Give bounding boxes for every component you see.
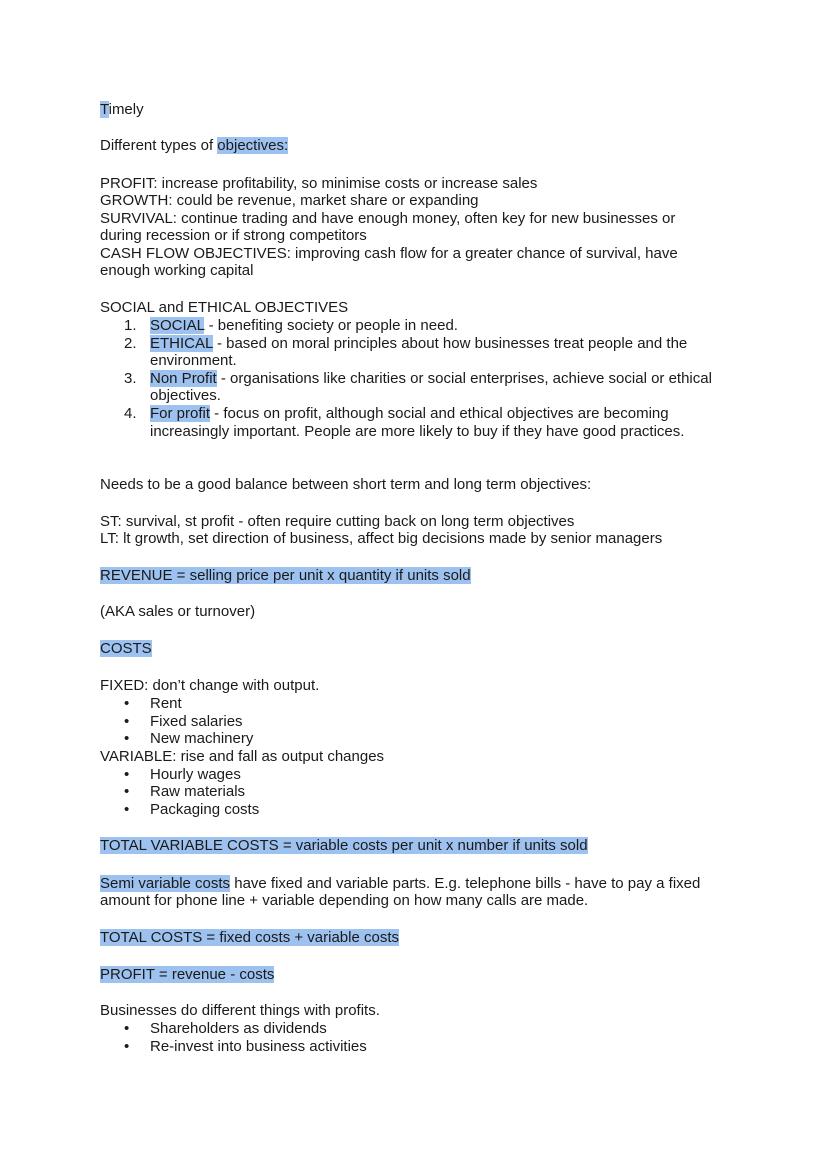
list-number: 3.: [124, 370, 137, 387]
list-number: 2.: [124, 335, 137, 352]
numbered-item: [150, 370, 712, 388]
total-costs-formula: [100, 929, 399, 947]
bullet-icon: •: [124, 783, 130, 800]
profits-use-line: Businesses do different things with profits.: [100, 1002, 380, 1019]
types-line: [100, 137, 288, 155]
fixed-heading: FIXED: don’t change with output.: [100, 677, 320, 694]
numbered-cont: increasingly important. People are more likely to buy if they have good practices.: [150, 423, 685, 440]
variable-heading: VARIABLE: rise and fall as output changes: [100, 748, 385, 765]
profit-formula-text: PROFIT = revenue - costs: [100, 966, 275, 983]
fixed-item: Rent: [150, 695, 182, 712]
bullet-icon: •: [124, 766, 130, 783]
numbered-term: SOCIAL: [150, 317, 205, 334]
numbered-rest: - focus on profit, although social and ethical objectives are becoming: [210, 405, 669, 422]
numbered-term: Non Profit: [150, 370, 217, 387]
profit-item: Re-invest into business activities: [150, 1038, 367, 1055]
revenue-formula: [100, 567, 471, 585]
numbered-cont: environment.: [150, 352, 237, 369]
objective-line: during recession or if strong competitors: [100, 227, 367, 244]
objective-line: SURVIVAL: continue trading and have enough money, often key for new businesses or: [100, 210, 676, 227]
semi-line: [100, 875, 700, 893]
revenue-formula-text: REVENUE = selling price per unit x quantity if units sold: [100, 567, 471, 584]
types-highlight: objectives:: [217, 137, 289, 154]
objective-line: CASH FLOW OBJECTIVES: improving cash flow for a greater chance of survival, have: [100, 245, 678, 262]
bullet-icon: •: [124, 713, 130, 730]
highlight-cursor: T: [100, 101, 109, 118]
lt-line: LT: lt growth, set direction of business, affect big decisions made by senior managers: [100, 530, 663, 547]
bullet-icon: •: [124, 801, 130, 818]
st-line: ST: survival, st profit - often require cutting back on long term objectives: [100, 513, 575, 530]
semi-cont: amount for phone line + variable depending on how many calls are made.: [100, 892, 589, 909]
fixed-item: Fixed salaries: [150, 713, 243, 730]
bullet-icon: •: [124, 730, 130, 747]
tvc-formula-text: TOTAL VARIABLE COSTS = variable costs per unit x number if units sold: [100, 837, 588, 854]
total-costs-formula-text: TOTAL COSTS = fixed costs + variable costs: [100, 929, 399, 946]
timely-line: [100, 101, 144, 119]
tvc-formula: [100, 837, 588, 855]
timely-rest: imely: [108, 101, 144, 118]
costs-heading-text: COSTS: [100, 640, 152, 657]
variable-item: Packaging costs: [150, 801, 260, 818]
types-prefix: Different types of: [100, 137, 218, 154]
numbered-rest: - benefiting society or people in need.: [204, 317, 458, 334]
list-number: 4.: [124, 405, 137, 422]
numbered-rest: - based on moral principles about how businesses treat people and the: [212, 335, 688, 352]
bullet-icon: •: [124, 695, 130, 712]
profit-item: Shareholders as dividends: [150, 1020, 327, 1037]
costs-heading: [100, 640, 152, 658]
variable-item: Hourly wages: [150, 766, 241, 783]
semi-rest: have fixed and variable parts. E.g. telephone bills - have to pay a fixed: [230, 875, 701, 892]
objective-line: PROFIT: increase profitability, so minimise costs or increase sales: [100, 175, 538, 192]
objective-line: enough working capital: [100, 262, 254, 279]
variable-item: Raw materials: [150, 783, 246, 800]
numbered-term: ETHICAL: [150, 335, 213, 352]
bullet-icon: •: [124, 1020, 130, 1037]
semi-term: Semi variable costs: [100, 875, 231, 892]
numbered-item: [150, 335, 687, 353]
bullet-icon: •: [124, 1038, 130, 1055]
social-heading: SOCIAL and ETHICAL OBJECTIVES: [100, 299, 349, 316]
list-number: 1.: [124, 317, 137, 334]
numbered-item: [150, 317, 458, 335]
aka-line: (AKA sales or turnover): [100, 603, 256, 620]
numbered-item: [150, 405, 669, 423]
profit-formula: [100, 966, 274, 984]
numbered-term: For profit: [150, 405, 211, 422]
objective-line: GROWTH: could be revenue, market share or expanding: [100, 192, 479, 209]
balance-line: Needs to be a good balance between short term and long term objectives:: [100, 476, 592, 493]
numbered-cont: objectives.: [150, 387, 221, 404]
fixed-item: New machinery: [150, 730, 254, 747]
numbered-rest: - organisations like charities or social enterprises, achieve social or ethical: [216, 370, 712, 387]
